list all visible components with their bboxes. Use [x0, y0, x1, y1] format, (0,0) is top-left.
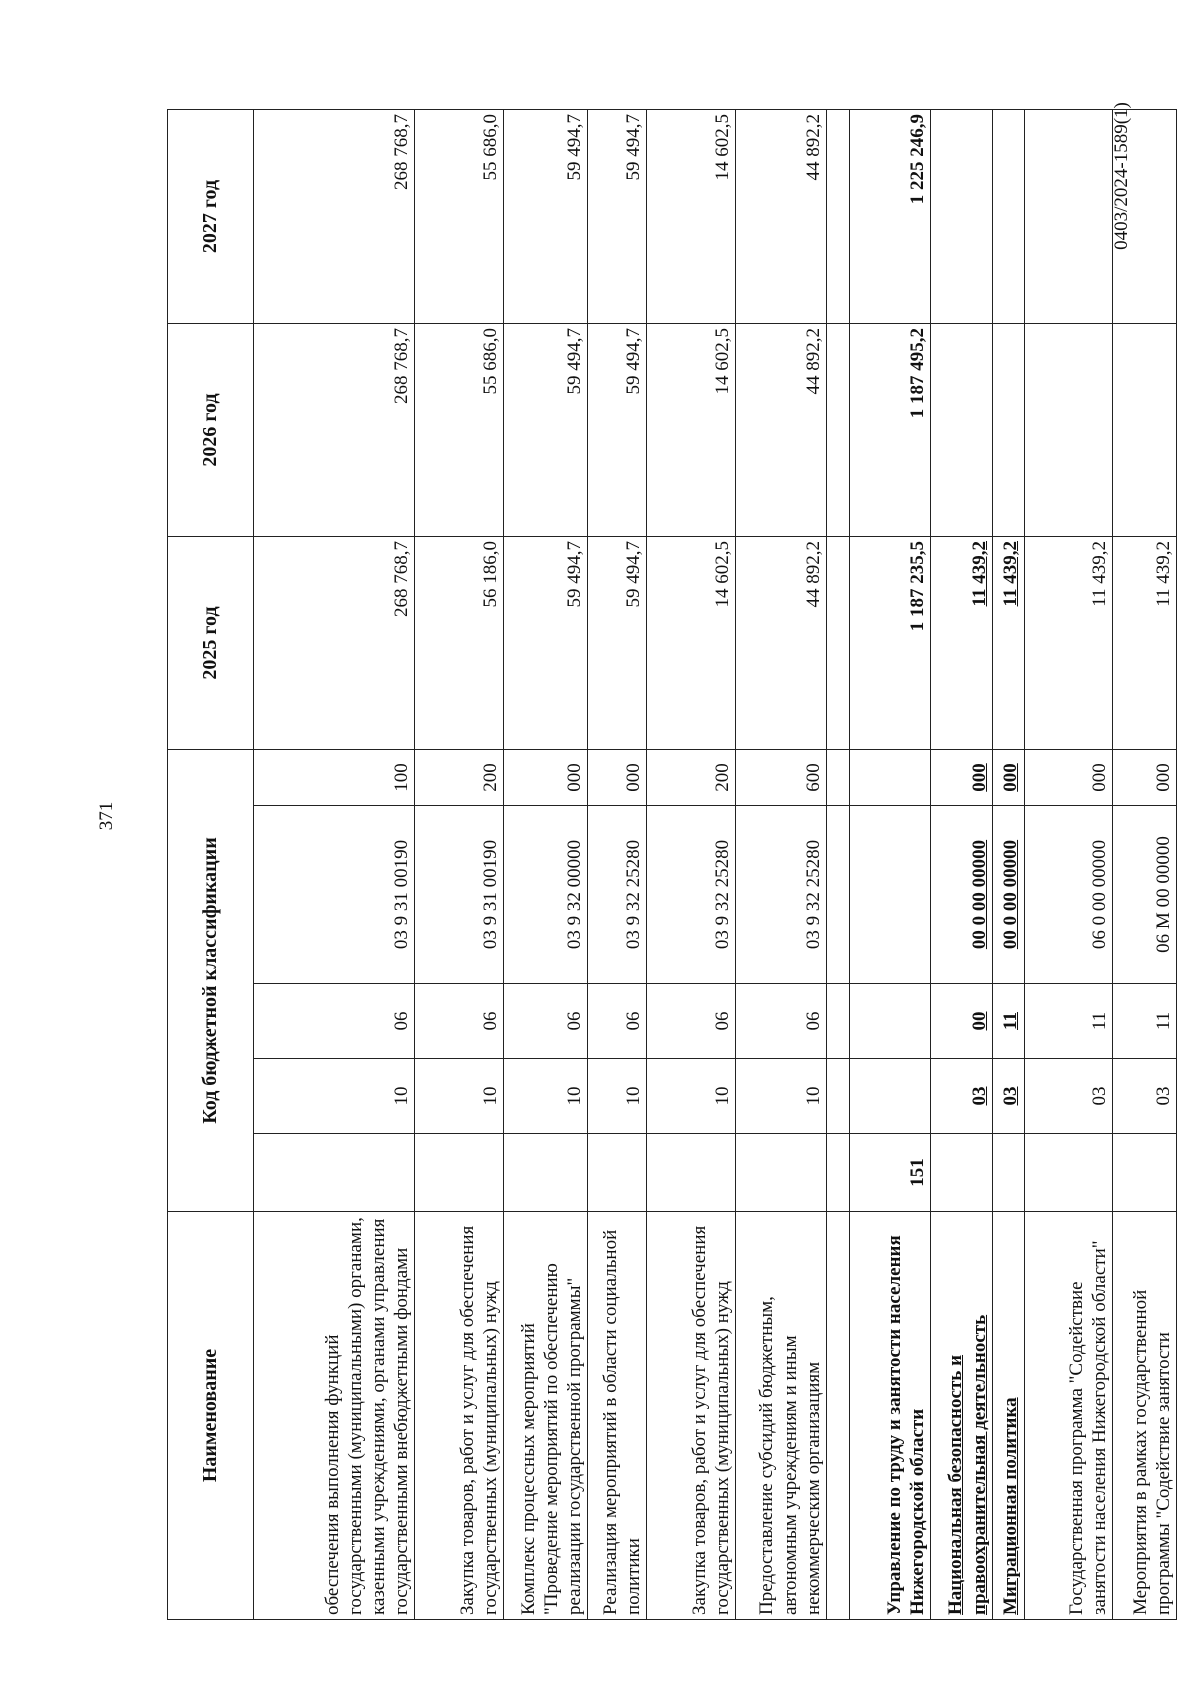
value-2025: 268 768,7 [254, 537, 415, 750]
code-expense: 000 [1024, 750, 1113, 806]
header-2025: 2025 год [168, 537, 254, 750]
value-2026: 55 686,0 [415, 324, 504, 537]
value-2025: 14 602,5 [647, 537, 736, 750]
document-code: 0403/2024-1589(1) [1111, 102, 1132, 250]
header-code: Код бюджетной классификации [168, 750, 254, 1212]
code-target [826, 806, 849, 984]
value-2027: 59 494,7 [504, 110, 588, 324]
value-2026: 59 494,7 [588, 324, 647, 537]
code-target: 00 0 00 00000 [931, 806, 992, 984]
code-expense: 000 [588, 750, 647, 806]
code-subsection: 00 [931, 984, 992, 1059]
row-name: Закупка товаров, работ и услуг для обеспечения государственных (муниципальных) нужд [647, 1212, 736, 1620]
code-admin [931, 1134, 992, 1212]
value-2025: 11 439,2 [992, 537, 1024, 750]
value-2027 [992, 110, 1024, 324]
code-admin [826, 1134, 849, 1212]
code-admin [415, 1134, 504, 1212]
code-admin [254, 1134, 415, 1212]
value-2025: 59 494,7 [504, 537, 588, 750]
row-name: Мероприятия в рамках государственной программы "Содействие занятости [1113, 1212, 1177, 1620]
code-subsection: 11 [1024, 984, 1113, 1059]
code-expense: 000 [504, 750, 588, 806]
row-name: Реализация мероприятий в области социальной политики [588, 1212, 647, 1620]
code-expense: 100 [254, 750, 415, 806]
value-2026 [931, 324, 992, 537]
value-2025: 59 494,7 [588, 537, 647, 750]
code-target: 03 9 31 00190 [254, 806, 415, 984]
value-2026: 44 892,2 [735, 324, 826, 537]
code-admin [588, 1134, 647, 1212]
value-2025 [826, 537, 849, 750]
code-admin [1024, 1134, 1113, 1212]
code-target [849, 806, 931, 984]
header-name: Наименование [168, 1212, 254, 1620]
code-subsection: 11 [1113, 984, 1177, 1059]
value-2027: 1 225 246,9 [849, 110, 931, 324]
code-expense: 000 [1113, 750, 1177, 806]
value-2025: 11 439,2 [1024, 537, 1113, 750]
code-subsection: 06 [647, 984, 736, 1059]
code-subsection: 11 [992, 984, 1024, 1059]
code-subsection [849, 984, 931, 1059]
code-target: 06 0 00 00000 [1024, 806, 1113, 984]
value-2027: 268 768,7 [254, 110, 415, 324]
code-section: 03 [931, 1059, 992, 1134]
value-2026: 59 494,7 [504, 324, 588, 537]
row-name: обеспечения выполнения функций государственными (муниципальными) органами, казенными учреждениями, органами управления государственными внебюджетными фондами [254, 1212, 415, 1620]
value-2025: 1 187 235,5 [849, 537, 931, 750]
code-subsection: 06 [588, 984, 647, 1059]
code-admin [1113, 1134, 1177, 1212]
code-subsection: 06 [504, 984, 588, 1059]
code-section: 03 [992, 1059, 1024, 1134]
code-expense: 600 [735, 750, 826, 806]
code-admin [504, 1134, 588, 1212]
code-section: 10 [504, 1059, 588, 1134]
code-admin [735, 1134, 826, 1212]
code-target: 03 9 32 25280 [588, 806, 647, 984]
row-name: Миграционная политика [992, 1212, 1024, 1620]
row-name: Государственная программа "Содействие занятости населения Нижегородской области" [1024, 1212, 1113, 1620]
code-section: 10 [588, 1059, 647, 1134]
code-subsection [826, 984, 849, 1059]
value-2027 [1024, 110, 1113, 324]
code-expense [849, 750, 931, 806]
code-target: 03 9 32 25280 [647, 806, 736, 984]
code-subsection: 06 [415, 984, 504, 1059]
code-expense: 200 [647, 750, 736, 806]
code-section: 03 [1113, 1059, 1177, 1134]
row-name: Закупка товаров, работ и услуг для обеспечения государственных (муниципальных) нужд [415, 1212, 504, 1620]
value-2025: 56 186,0 [415, 537, 504, 750]
code-target: 03 9 31 00190 [415, 806, 504, 984]
code-section: 10 [254, 1059, 415, 1134]
budget-table [167, 109, 1177, 1620]
row-name: Предоставление субсидий бюджетным, автономным учреждениям и иным некоммерческим организациям [735, 1212, 826, 1620]
table-row [254, 110, 415, 1620]
code-expense: 000 [992, 750, 1024, 806]
table-row [826, 110, 849, 1620]
table-row [647, 110, 736, 1620]
code-section [826, 1059, 849, 1134]
value-2027: 14 602,5 [647, 110, 736, 324]
code-target: 03 9 32 25280 [735, 806, 826, 984]
row-name: Управление по труду и занятости населения Нижегородской области [849, 1212, 931, 1620]
code-expense: 000 [931, 750, 992, 806]
value-2026 [1113, 324, 1177, 537]
code-expense [826, 750, 849, 806]
value-2026 [1024, 324, 1113, 537]
code-target: 03 9 32 00000 [504, 806, 588, 984]
code-section: 10 [415, 1059, 504, 1134]
code-target: 00 0 00 00000 [992, 806, 1024, 984]
table-row [588, 110, 647, 1620]
value-2027: 44 892,2 [735, 110, 826, 324]
row-name: Комплекс процессных мероприятий "Проведение мероприятий по обеспечению реализации государственной программы" [504, 1212, 588, 1620]
code-subsection: 06 [735, 984, 826, 1059]
page-number: 371 [96, 801, 117, 831]
code-section: 10 [735, 1059, 826, 1134]
code-section [849, 1059, 931, 1134]
code-target: 06 М 00 00000 [1113, 806, 1177, 984]
code-expense: 200 [415, 750, 504, 806]
table-row [931, 110, 992, 1620]
table-row [504, 110, 588, 1620]
header-2027: 2027 год [168, 110, 254, 324]
table-row [415, 110, 504, 1620]
value-2026: 1 187 495,2 [849, 324, 931, 537]
value-2026: 268 768,7 [254, 324, 415, 537]
value-2025: 11 439,2 [1113, 537, 1177, 750]
rotated-table-container [167, 110, 1177, 1620]
table-row [992, 110, 1024, 1620]
row-name: Национальная безопасность и правоохранительная деятельность [931, 1212, 992, 1620]
table-row [735, 110, 826, 1620]
code-admin [647, 1134, 736, 1212]
value-2026 [826, 324, 849, 537]
code-section: 10 [647, 1059, 736, 1134]
table-row [849, 110, 931, 1620]
code-admin [992, 1134, 1024, 1212]
table-row [1113, 110, 1177, 1620]
value-2025: 44 892,2 [735, 537, 826, 750]
code-admin: 151 [849, 1134, 931, 1212]
value-2026: 14 602,5 [647, 324, 736, 537]
table-row [1024, 110, 1113, 1620]
value-2026 [992, 324, 1024, 537]
value-2027: 59 494,7 [588, 110, 647, 324]
value-2027: 55 686,0 [415, 110, 504, 324]
value-2027 [1113, 110, 1177, 324]
value-2027 [931, 110, 992, 324]
code-section: 03 [1024, 1059, 1113, 1134]
value-2025: 11 439,2 [931, 537, 992, 750]
code-subsection: 06 [254, 984, 415, 1059]
value-2027 [826, 110, 849, 324]
row-name [826, 1212, 849, 1620]
header-2026: 2026 год [168, 324, 254, 537]
